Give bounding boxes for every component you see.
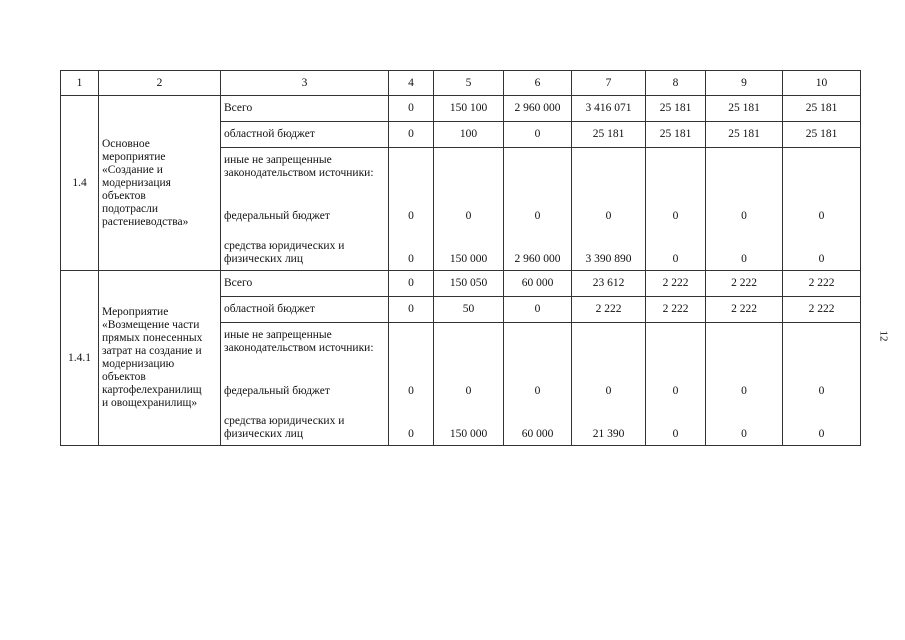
value-cell: 0 (389, 297, 434, 323)
value-cell (706, 323, 783, 446)
legal-value: 0 (741, 253, 747, 265)
legal-value: 21 390 (592, 428, 625, 440)
source-label: средства юридических и физических лиц (224, 240, 345, 265)
header-cell: 6 (504, 71, 572, 96)
measure-name: Мероприятие «Возмещение части прямых понесенных затрат на создание и модернизацию объектов картофелехранилищ и овощехранилищ» (99, 271, 221, 446)
value-cell (504, 148, 572, 271)
value-cell: 25 181 (783, 122, 861, 148)
legal-value: 0 (818, 428, 825, 440)
value-cell: 50 (434, 297, 504, 323)
source-label: областной бюджет (221, 297, 389, 323)
measure-name: Основное мероприятие «Создание и модернизация объектов подотрасли растениеводства» (99, 96, 221, 271)
source-label: средства юридических и физических лиц (224, 415, 345, 440)
federal-value: 0 (605, 385, 612, 397)
table-row (61, 271, 861, 297)
value-cell (646, 148, 706, 271)
source-label: федеральный бюджет (224, 385, 330, 397)
value-cell (389, 148, 434, 271)
legal-value: 150 000 (449, 428, 488, 440)
value-cell: 2 222 (646, 297, 706, 323)
header-cell: 7 (572, 71, 646, 96)
source-label: областной бюджет (221, 122, 389, 148)
legal-value: 60 000 (521, 428, 554, 440)
header-cell: 1 (61, 71, 99, 96)
value-cell: 0 (389, 271, 434, 297)
source-cell (221, 323, 389, 446)
value-cell (646, 323, 706, 446)
value-cell (706, 148, 783, 271)
value-cell: 0 (504, 297, 572, 323)
federal-value: 0 (465, 385, 472, 397)
federal-value: 0 (741, 385, 747, 397)
value-cell: 0 (389, 122, 434, 148)
value-cell: 2 960 000 (504, 96, 572, 122)
source-label: иные не запрещенные законодательством источники: (224, 154, 374, 179)
value-cell (504, 323, 572, 446)
value-cell: 3 416 071 (572, 96, 646, 122)
value-cell (434, 323, 504, 446)
value-cell (389, 323, 434, 446)
value-cell: 2 222 (783, 271, 861, 297)
federal-value: 0 (408, 385, 414, 397)
header-row (61, 71, 861, 96)
value-cell: 23 612 (572, 271, 646, 297)
value-cell: 25 181 (783, 96, 861, 122)
federal-value: 0 (741, 210, 747, 222)
value-cell: 2 222 (783, 297, 861, 323)
source-label: Всего (221, 96, 389, 122)
source-label: иные не запрещенные законодательством источники: (224, 329, 374, 354)
source-cell (221, 148, 389, 271)
budget-table (60, 70, 861, 446)
value-cell (783, 148, 861, 271)
value-cell: 150 050 (434, 271, 504, 297)
value-cell: 0 (389, 96, 434, 122)
value-cell: 150 100 (434, 96, 504, 122)
value-cell: 25 181 (572, 122, 646, 148)
legal-value: 2 960 000 (514, 253, 561, 265)
row-number: 1.4.1 (61, 271, 99, 446)
source-label: Всего (221, 271, 389, 297)
value-cell: 100 (434, 122, 504, 148)
legal-value: 3 390 890 (585, 253, 632, 265)
value-cell: 0 (504, 122, 572, 148)
value-cell: 25 181 (646, 122, 706, 148)
legal-value: 150 000 (449, 253, 488, 265)
federal-value: 0 (672, 210, 679, 222)
row-number: 1.4 (61, 96, 99, 271)
header-cell: 5 (434, 71, 504, 96)
header-cell: 8 (646, 71, 706, 96)
value-cell (572, 148, 646, 271)
header-cell: 3 (221, 71, 389, 96)
legal-value: 0 (672, 428, 679, 440)
value-cell (783, 323, 861, 446)
header-cell: 2 (99, 71, 221, 96)
value-cell: 2 222 (572, 297, 646, 323)
federal-value: 0 (408, 210, 414, 222)
federal-value: 0 (465, 210, 472, 222)
value-cell (434, 148, 504, 271)
header-cell: 10 (783, 71, 861, 96)
legal-value: 0 (408, 253, 414, 265)
federal-value: 0 (605, 210, 612, 222)
table-row (61, 96, 861, 122)
value-cell: 25 181 (706, 122, 783, 148)
federal-value: 0 (672, 385, 679, 397)
legal-value: 0 (408, 428, 414, 440)
value-cell: 2 222 (646, 271, 706, 297)
value-cell (572, 323, 646, 446)
value-cell: 2 222 (706, 297, 783, 323)
header-cell: 9 (706, 71, 783, 96)
legal-value: 0 (741, 428, 747, 440)
value-cell: 2 222 (706, 271, 783, 297)
federal-value: 0 (534, 210, 541, 222)
value-cell: 25 181 (706, 96, 783, 122)
federal-value: 0 (818, 210, 825, 222)
legal-value: 0 (818, 253, 825, 265)
source-label: федеральный бюджет (224, 210, 330, 222)
legal-value: 0 (672, 253, 679, 265)
federal-value: 0 (534, 385, 541, 397)
header-cell: 4 (389, 71, 434, 96)
federal-value: 0 (818, 385, 825, 397)
page-number: 12 (877, 330, 890, 342)
value-cell: 60 000 (504, 271, 572, 297)
value-cell: 25 181 (646, 96, 706, 122)
